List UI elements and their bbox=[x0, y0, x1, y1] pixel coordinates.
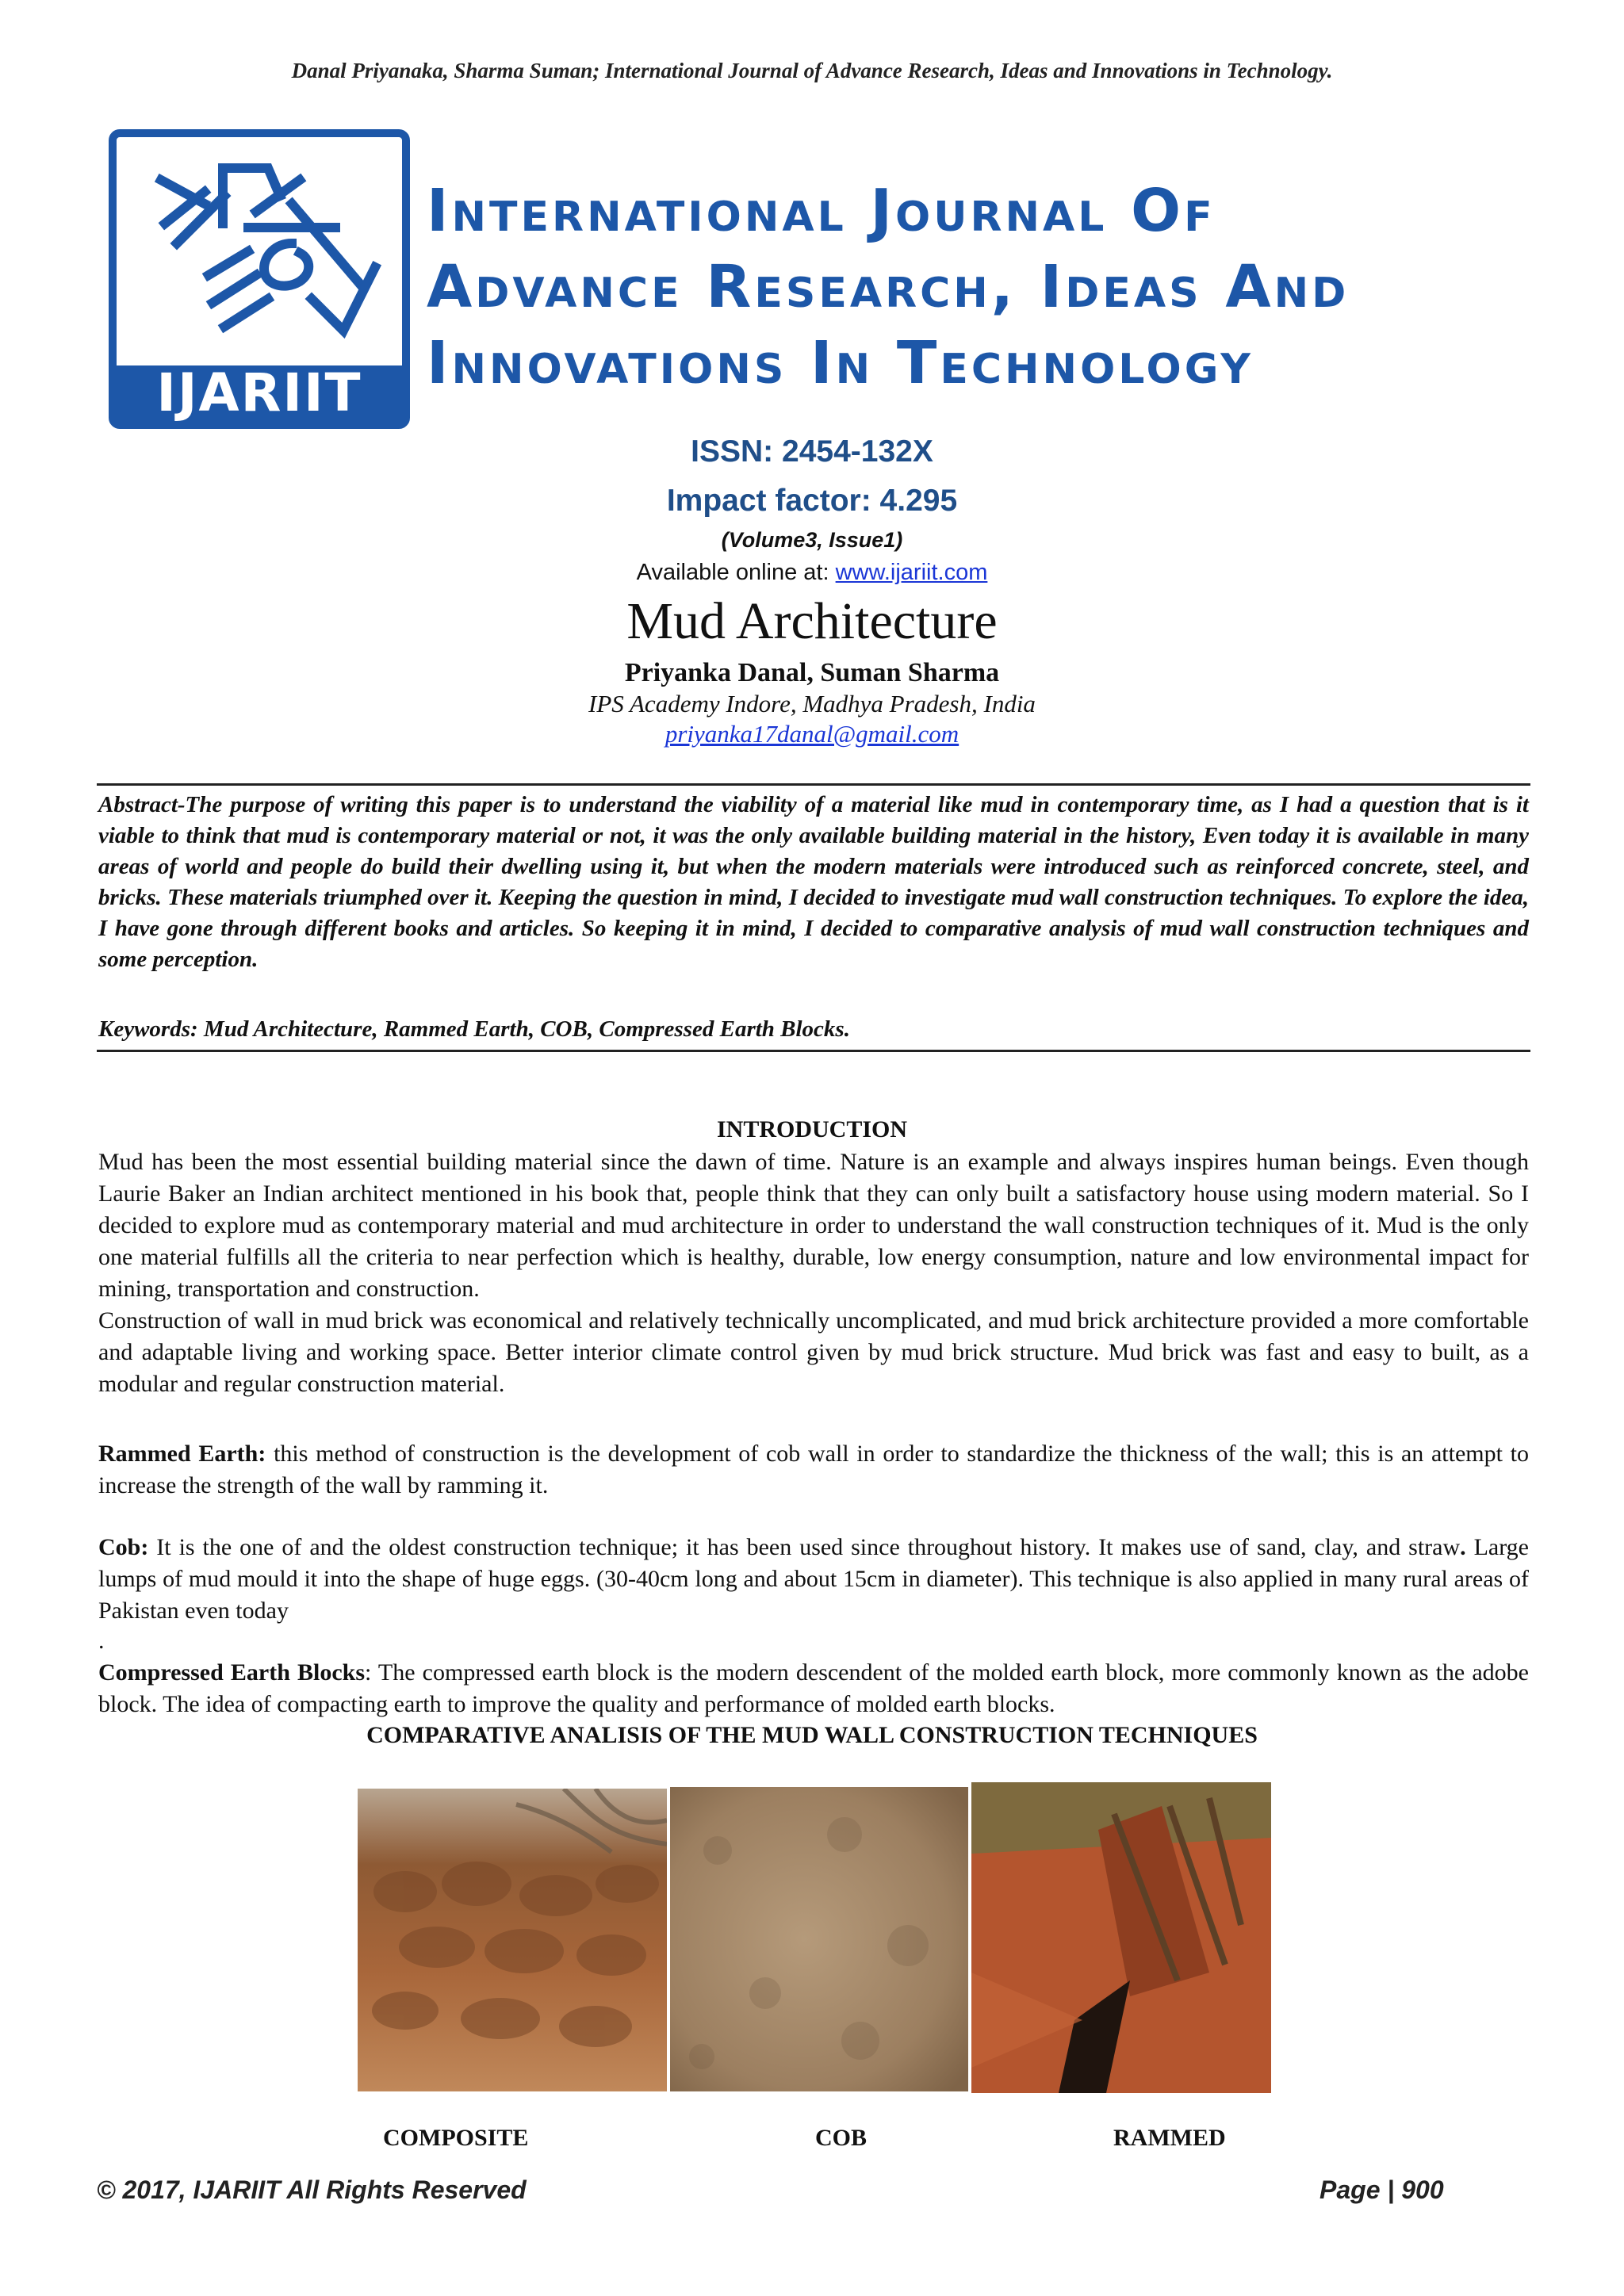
abstract-top-rule bbox=[97, 783, 1530, 786]
impact-factor: Impact factor: 4.295 bbox=[666, 484, 958, 518]
available-label: Available online at: bbox=[636, 560, 836, 585]
rammed-earth-paragraph bbox=[98, 1438, 1529, 1502]
caption-composite: COMPOSITE bbox=[383, 2125, 529, 2151]
affiliation: IPS Academy Indore, Madhya Pradesh, India bbox=[588, 690, 1036, 718]
cebs-term: Compressed Earth Blocks bbox=[98, 1659, 366, 1686]
cebs-text: : The compressed earth block is the modern descendent of the molded earth block, more commonly known as the adobe block. The idea of compacting earth to improve the quality and performance of molded earth blocks. bbox=[98, 1659, 1529, 1717]
ijariit-logo-icon bbox=[129, 148, 391, 362]
footer-page-number: Page | 900 bbox=[1320, 2175, 1444, 2204]
journal-title-line-2: Advance Research, Ideas And bbox=[427, 253, 1350, 321]
journal-website-link[interactable]: www.ijariit.com bbox=[835, 560, 988, 585]
abstract: Abstract-The purpose of writing this paper is to understand the viability of a material like mud in contemporary time, as I had a question that is it viable to think that mud is contemporary material or not, it was the only available building material in the history, Even today it is available in many areas of world and people do build their dwelling using it, but when the modern materials were introduced such as reinforced concrete, steel, and bricks. These materials triumphed over it. Keeping the question in mind, I decided to investigate mud wall construction techniques. To explore the idea, I have gone through different books and articles. So keeping it in mind, I decided to comparative analysis of mud wall construction techniques and some perception. bbox=[98, 792, 1529, 972]
cebs-paragraph bbox=[98, 1657, 1529, 1720]
introduction-heading: INTRODUCTION bbox=[716, 1116, 908, 1142]
journal-title bbox=[427, 173, 1457, 401]
cob-term: Cob: bbox=[98, 1534, 149, 1560]
cob-trailing-dot: . bbox=[98, 1628, 105, 1654]
cob-text-2: Large lumps of mud mould it into the shape of huge eggs. (30-40cm long and about 15cm in diameter). This technique is also applied in many rural areas of Pakistan even today bbox=[98, 1534, 1530, 1624]
composite-wall-photo bbox=[358, 1789, 667, 2091]
cob-dot: . bbox=[1460, 1534, 1466, 1560]
abstract-bottom-rule bbox=[97, 1050, 1530, 1052]
paper-title: Mud Architecture bbox=[626, 592, 998, 650]
introduction-paragraph-1: Mud has been the most essential building material since the dawn of time. Nature is an example and always inspires human beings. Even though Laurie Baker an Indian architect mentioned in his book that, people think that they can only built a satisfactory house using modern material. So I decided to explore mud as contemporary material and mud architecture in order to understand the wall construction techniques of it. Mud is the only one material fulfills all the criteria to near perfection which is healthy, durable, low energy consumption, nature and low environmental impact for mining, transportation and construction. bbox=[98, 1149, 1529, 1302]
ijariit-logo bbox=[109, 129, 410, 429]
available-online bbox=[0, 560, 1624, 586]
footer-copyright: © 2017, IJARIIT All Rights Reserved bbox=[97, 2175, 527, 2204]
keywords: Keywords: Mud Architecture, Rammed Earth, COB, Compressed Earth Blocks. bbox=[98, 1016, 850, 1042]
rammed-earth-term: Rammed Earth: bbox=[98, 1441, 266, 1467]
issn: ISSN: 2454-132X bbox=[691, 434, 933, 469]
introduction-paragraph-2: Construction of wall in mud brick was economical and relatively technically uncomplicated, and mud brick architecture provided a more comfortable and adaptable living and working space. Better interior climate control given by mud brick structure. Mud brick was fast and easy to built, as a modular and regular construction material. bbox=[98, 1307, 1529, 1397]
running-head: Danal Priyanaka, Sharma Suman; International Journal of Advance Research, Ideas and Innovations in Technology. bbox=[291, 59, 1333, 82]
cob-paragraph bbox=[98, 1532, 1529, 1627]
journal-title-line-3: Innovations In Technology bbox=[427, 329, 1254, 397]
cob-wall-photo bbox=[670, 1787, 968, 2091]
rammed-earth-text: this method of construction is the development of cob wall in order to standardize the thickness of the wall; this is an attempt to increase the strength of the wall by ramming it. bbox=[98, 1441, 1530, 1498]
caption-cob: COB bbox=[815, 2125, 868, 2151]
caption-rammed: RAMMED bbox=[1113, 2125, 1226, 2151]
author-email-link[interactable]: priyanka17danal@gmail.com bbox=[665, 720, 959, 748]
authors: Priyanka Danal, Suman Sharma bbox=[624, 658, 1000, 687]
rammed-earth-wall-photo bbox=[971, 1782, 1271, 2093]
comparative-heading: COMPARATIVE ANALISIS OF THE MUD WALL CONSTRUCTION TECHNIQUES bbox=[366, 1722, 1258, 1748]
cob-text-1: It is the one of and the oldest construction technique; it has been used since throughout history. It makes use of sand, clay, and straw bbox=[148, 1534, 1461, 1560]
journal-title-line-1: International Journal Of bbox=[427, 177, 1216, 245]
logo-wordmark: IJARIIT bbox=[117, 365, 402, 421]
volume-issue: (Volume3, Issue1) bbox=[721, 528, 903, 552]
